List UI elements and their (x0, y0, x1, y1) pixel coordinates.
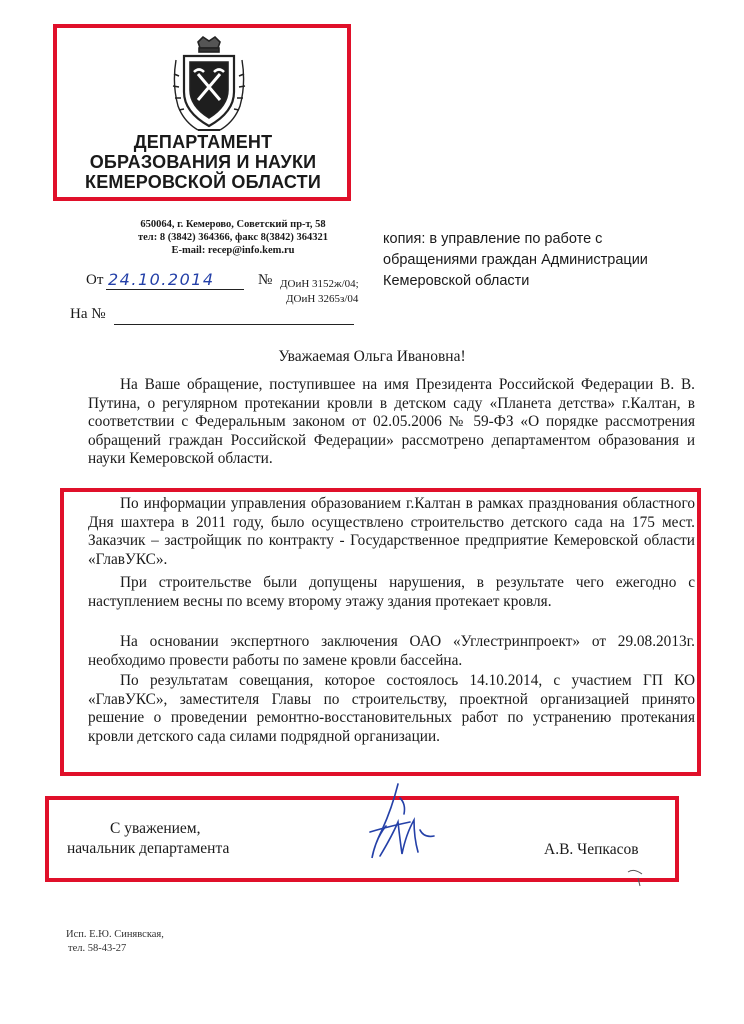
paragraph: На Ваше обращение, поступившее на имя Президента Российской Федерации В. В. Путина, о регулярном протекании кровли в детском саду «Планета детства» г.Калтан, в соответствии с Федеральным законом от 02.05.2006 № 59-ФЗ «О порядке рассмотрения обращений граждан Российской Федерации» рассмотрено департаментом образования и науки Кемеровской области. (88, 376, 695, 467)
executor-phone: тел. 58-43-27 (68, 943, 127, 954)
paragraph: По результатам совещания, которое состоялось 14.10.2014, с участием ГП КО «ГлавУКС», заместителя Главы по строительству, проектной организацией принято решение о проведении ремонтно-восстановительных работ по устранению протекания кровли детского сада силами подрядной организации. (88, 672, 695, 745)
signature-icon (340, 778, 470, 878)
email: E-mail: recep@info.kem.ru (171, 245, 295, 256)
reference-number: ДОиН 3265з/04 (286, 293, 359, 305)
copy-line: обращениями граждан Администрации (383, 252, 648, 268)
coat-of-arms-icon (168, 34, 250, 134)
department-line: ДЕПАРТАМЕНТ (133, 132, 273, 152)
copy-line: Кемеровской области (383, 273, 530, 289)
from-label: От (86, 272, 104, 288)
pen-mark-icon (620, 860, 650, 890)
phone-fax: тел: 8 (3842) 364366, факс 8(3842) 364321 (137, 232, 329, 243)
copy-line: копия: в управление по работе с (383, 231, 603, 247)
department-line: ОБРАЗОВАНИЯ И НАУКИ (89, 152, 317, 172)
closing-regards: С уважением, (110, 820, 201, 837)
signatory-name: А.В. Чепкасов (544, 841, 639, 858)
executor-name: Исп. Е.Ю. Синявская, (66, 929, 164, 940)
department-name (58, 132, 348, 192)
handwritten-date: 24.10.2014 (108, 270, 215, 289)
date-underline (106, 289, 244, 290)
number-label: № (258, 272, 273, 288)
copy-recipient (383, 229, 703, 292)
reference-number: ДОиН 3152ж/04; (280, 278, 359, 290)
closing-position: начальник департамента (67, 840, 230, 857)
department-line: КЕМЕРОВСКОЙ ОБЛАСТИ (85, 172, 321, 192)
paragraph: При строительстве были допущены нарушения, в результате чего ежегодно с наступлением весны по всему второму этажу здания протекает кровля. (88, 574, 695, 610)
paragraph: На основании экспертного заключения ОАО «Углестринпроект» от 29.08.2013г. необходимо провести работы по замене кровли бассейна. (88, 633, 695, 669)
department-contacts (98, 218, 368, 257)
salutation: Уважаемая Ольга Ивановна! (278, 348, 466, 365)
address: 650064, г. Кемерово, Советский пр-т, 58 (140, 219, 326, 230)
incoming-number-underline (114, 324, 354, 325)
paragraph: По информации управления образованием г.Калтан в рамках празднования областного Дня шахтера в 2011 году, было осуществлено строительство детского сада на 175 мест. Заказчик – застройщик по контракту - Государственное предприятие Кемеровской области «ГлавУКС». (88, 495, 695, 568)
incoming-number-label: На № (70, 306, 106, 322)
